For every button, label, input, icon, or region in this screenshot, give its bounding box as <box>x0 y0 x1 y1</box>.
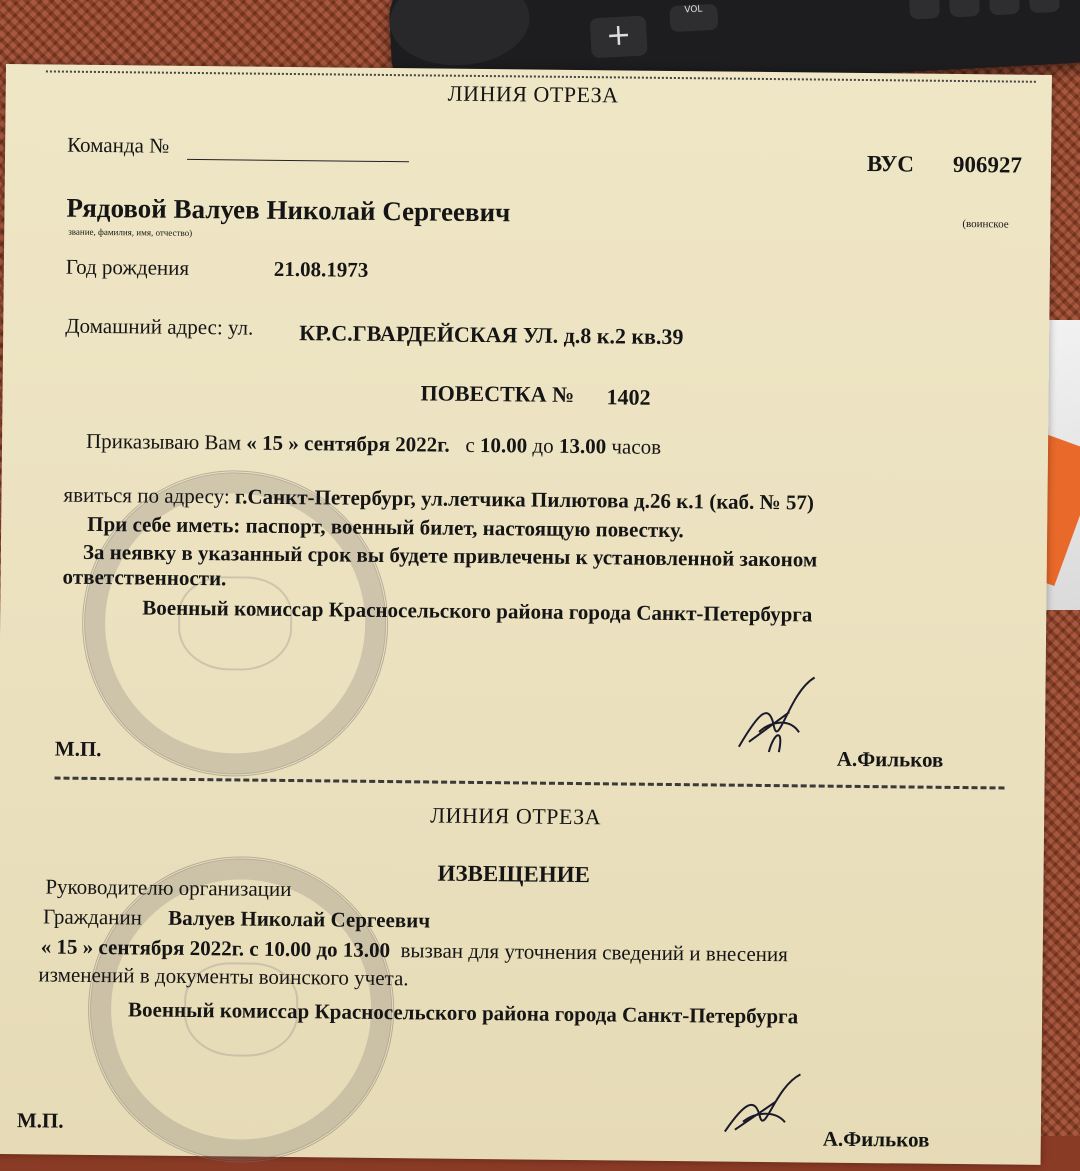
birth-value: 21.08.1973 <box>273 256 369 282</box>
liability-line-2: ответственности. <box>62 564 227 591</box>
vus-value: 906927 <box>952 151 1023 178</box>
remote-button <box>989 0 1020 15</box>
vus-label: ВУС <box>866 151 915 177</box>
order-date: сентября 2022г. <box>303 431 450 457</box>
commissar-title-top: Военный комиссар Красносельского района города Санкт-Петербурга <box>142 595 813 627</box>
appear-label: явиться по адресу: <box>63 482 230 509</box>
cut-line-label-top: ЛИНИЯ ОТРЕЗА <box>447 80 619 108</box>
time-to: 13.00 <box>558 433 607 459</box>
citizen-line <box>43 904 430 933</box>
appear-address: г.Санкт-Петербург, ул.летчика Пилютова д.26 к.1 (каб. № 57) <box>234 484 815 515</box>
birth-label: Год рождения <box>65 254 190 280</box>
order-prefix: Приказываю Вам <box>85 428 242 455</box>
signature-bottom <box>715 1071 806 1142</box>
remote-vol-button: VOL <box>669 4 718 32</box>
signer-bottom: А.Фильков <box>822 1126 930 1152</box>
order-text <box>86 429 661 460</box>
time-from: 10.00 <box>479 432 528 458</box>
team-underline <box>187 159 409 162</box>
cut-line-bottom <box>55 777 1005 790</box>
remote-button <box>909 0 940 20</box>
bring-line: При себе иметь: паспорт, военный билет, настоящую повестку. <box>87 511 684 543</box>
remote-plus-button: + <box>590 15 648 58</box>
summons-document <box>0 64 1052 1165</box>
time-to-label: до <box>532 433 554 458</box>
team-label: Команда № <box>67 132 170 158</box>
summons-number: 1402 <box>606 384 651 410</box>
notice-title: ИЗВЕЩЕНИЕ <box>437 860 591 888</box>
name-caption: звание, фамилия, имя, отчество) <box>68 226 193 238</box>
hours-label: часов <box>611 434 662 459</box>
address-label: Домашний адрес: ул. <box>65 313 254 340</box>
notice-line-2: изменений в документы воинского учета. <box>38 962 409 991</box>
right-caption: (воинское <box>962 218 1009 231</box>
time-from-label: с <box>465 432 475 457</box>
summons-title: ПОВЕСТКА № <box>420 380 575 407</box>
address-value: КР.С.ГВАРДЕЙСКАЯ УЛ. д.8 к.2 кв.39 <box>299 320 684 350</box>
remote-button <box>949 0 980 18</box>
remote-button <box>1029 0 1060 13</box>
signature-top <box>729 672 820 763</box>
notice-reason: вызван для уточнения сведений и внесения <box>400 938 789 967</box>
addressee: Руководителю организации <box>45 874 292 902</box>
liability-line-1: За неявку в указанный срок вы будете привлечены к установленной законом <box>82 539 818 572</box>
citizen-label: Гражданин <box>42 904 143 930</box>
cut-line-label-bottom: ЛИНИЯ ОТРЕЗА <box>430 802 602 830</box>
seal-label-bottom: М.П. <box>16 1108 64 1133</box>
notice-date: « 15 » сентября 2022г. с 10.00 до 13.00 <box>40 934 391 963</box>
commissar-title-bottom: Военный комиссар Красносельского района города Санкт-Петербурга <box>127 997 799 1029</box>
citizen-name: Валуев Николай Сергеевич <box>168 905 431 933</box>
remote-dpad <box>387 0 532 69</box>
order-day: « 15 » <box>246 430 299 456</box>
recipient-name: Рядовой Валуев Николай Сергеевич <box>66 192 511 228</box>
seal-label-top: М.П. <box>54 736 102 762</box>
signer-top: А.Фильков <box>836 746 944 772</box>
